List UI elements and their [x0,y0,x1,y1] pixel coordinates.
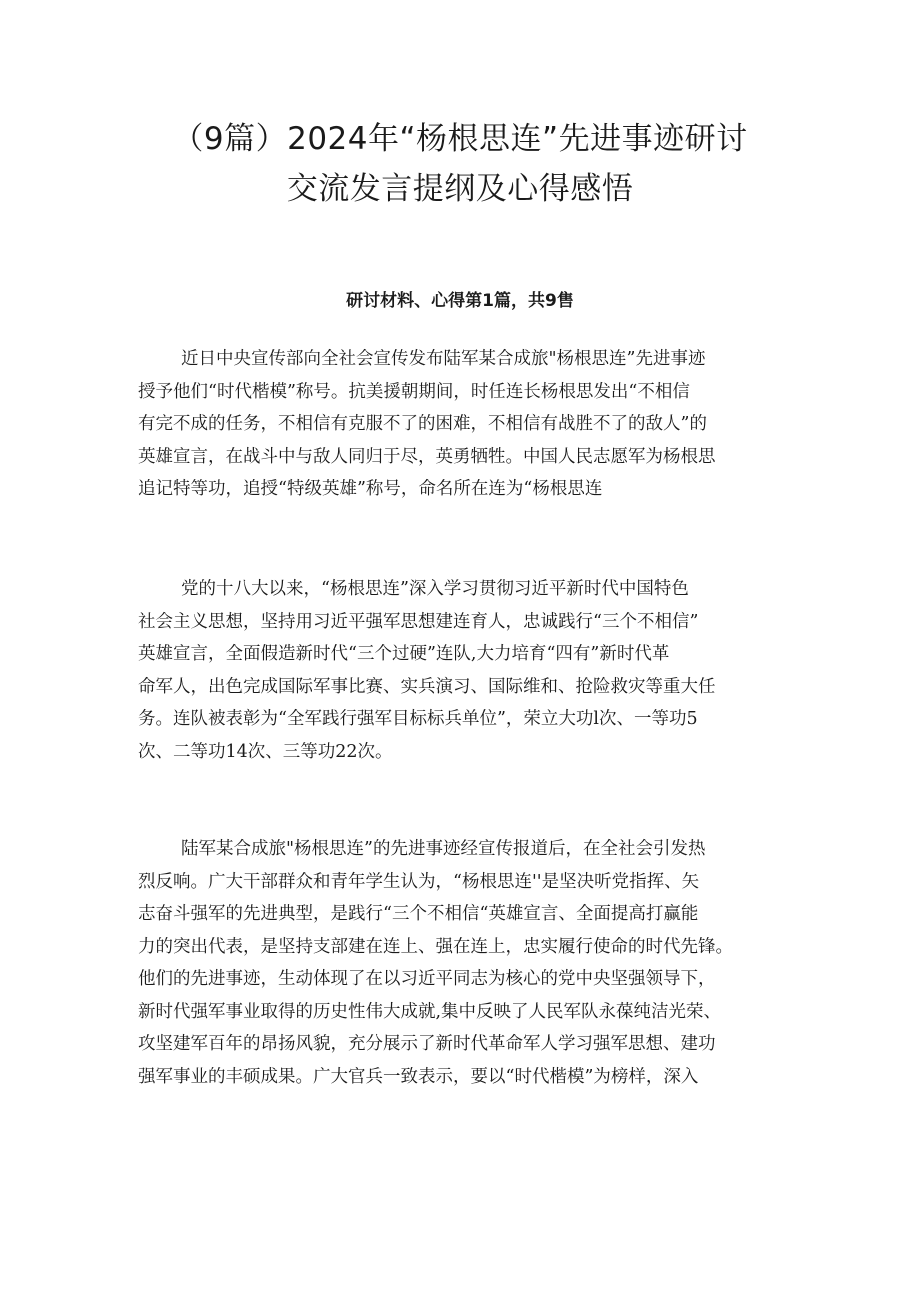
paragraph-3 [138,833,798,1093]
document-title-line-2: 交流发言提纲及心得感悟 [286,171,634,207]
paragraph-line: 近日中央宣传部向全社会宣传发布陆军某合成旅"杨根思连”先进事迹 [181,349,706,369]
paragraph-line: 陆军某合成旅"杨根思连”的先进事迹经宣传报道后，在全社会引发热 [181,839,706,859]
paragraph-line: 烈反响。广大干部群众和青年学生认为，“杨根思连''是坚决听党指挥、矢 [138,871,700,892]
section-heading: 研讨材料、心得第1篇，共9售 [346,291,574,311]
paragraph-line: 志奋斗强军的先进典型，是践行“三个不相信“英雄宣言、全面提高打赢能 [138,904,699,924]
paragraph-line: 他们的先进事迹，生动体现了在以习近平同志为核心的党中央坚强领导下， [138,969,716,989]
paragraph-2 [138,573,798,768]
document-title-line-1: （9篇）2024年“杨根思连”先进事迹研讨 [172,121,748,157]
paragraph-line: 务。连队被表彰为“全军践行强军目标标兵单位”，荣立大功l次、一等功5 [138,709,698,729]
paragraph-line: 社会主义思想，坚持用习近平强军思想建连育人，忠诚践行“三个不相信” [138,611,699,632]
paragraph-line: 英雄宣言，全面假造新时代“三个过硬”连队,大力培育“四有”新时代革 [138,644,670,664]
paragraph-line: 攻坚建军百年的昂扬风貌，充分展示了新时代革命军人学习强军思想、建功 [138,1034,716,1054]
paragraph-line: 追记特等功，追授“特级英雄”称号，命名所在连为“杨根思连 [138,479,603,499]
paragraph-line: 有完不成的任务，不相信有克服不了的困难，不相信有战胜不了的敌人”的 [138,414,707,434]
paragraph-line: 次、二等功14次、三等功22次。 [138,741,393,762]
paragraph-line: 强军事业的丰硕成果。广大官兵一致表示，要以“时代楷模”为榜样，深入 [138,1066,699,1087]
paragraph-line: 命军人，出色完成国际军事比赛、实兵演习、国际维和、抢险救灾等重大任 [138,676,716,697]
paragraph-line: 新时代强军事业取得的历史性伟大成就,集中反映了人民军队永葆纯洁光荣、 [138,1001,722,1022]
paragraph-line: 力的突出代表，是坚持支部建在连上、强在连上，忠实履行使命的时代先锋。 [138,936,733,957]
paragraph-1 [138,343,798,506]
paragraph-line: 党的十八大以来，“杨根思连”深入学习贯彻习近平新时代中国特色 [181,579,689,599]
paragraph-line: 授予他们“时代楷模”称号。抗美援朝期间，时任连长杨根思发出“不相信 [138,381,690,402]
paragraph-line: 英雄宣言，在战斗中与敌人同归于尽，英勇牺牲。中国人民志愿军为杨根思 [138,446,716,467]
